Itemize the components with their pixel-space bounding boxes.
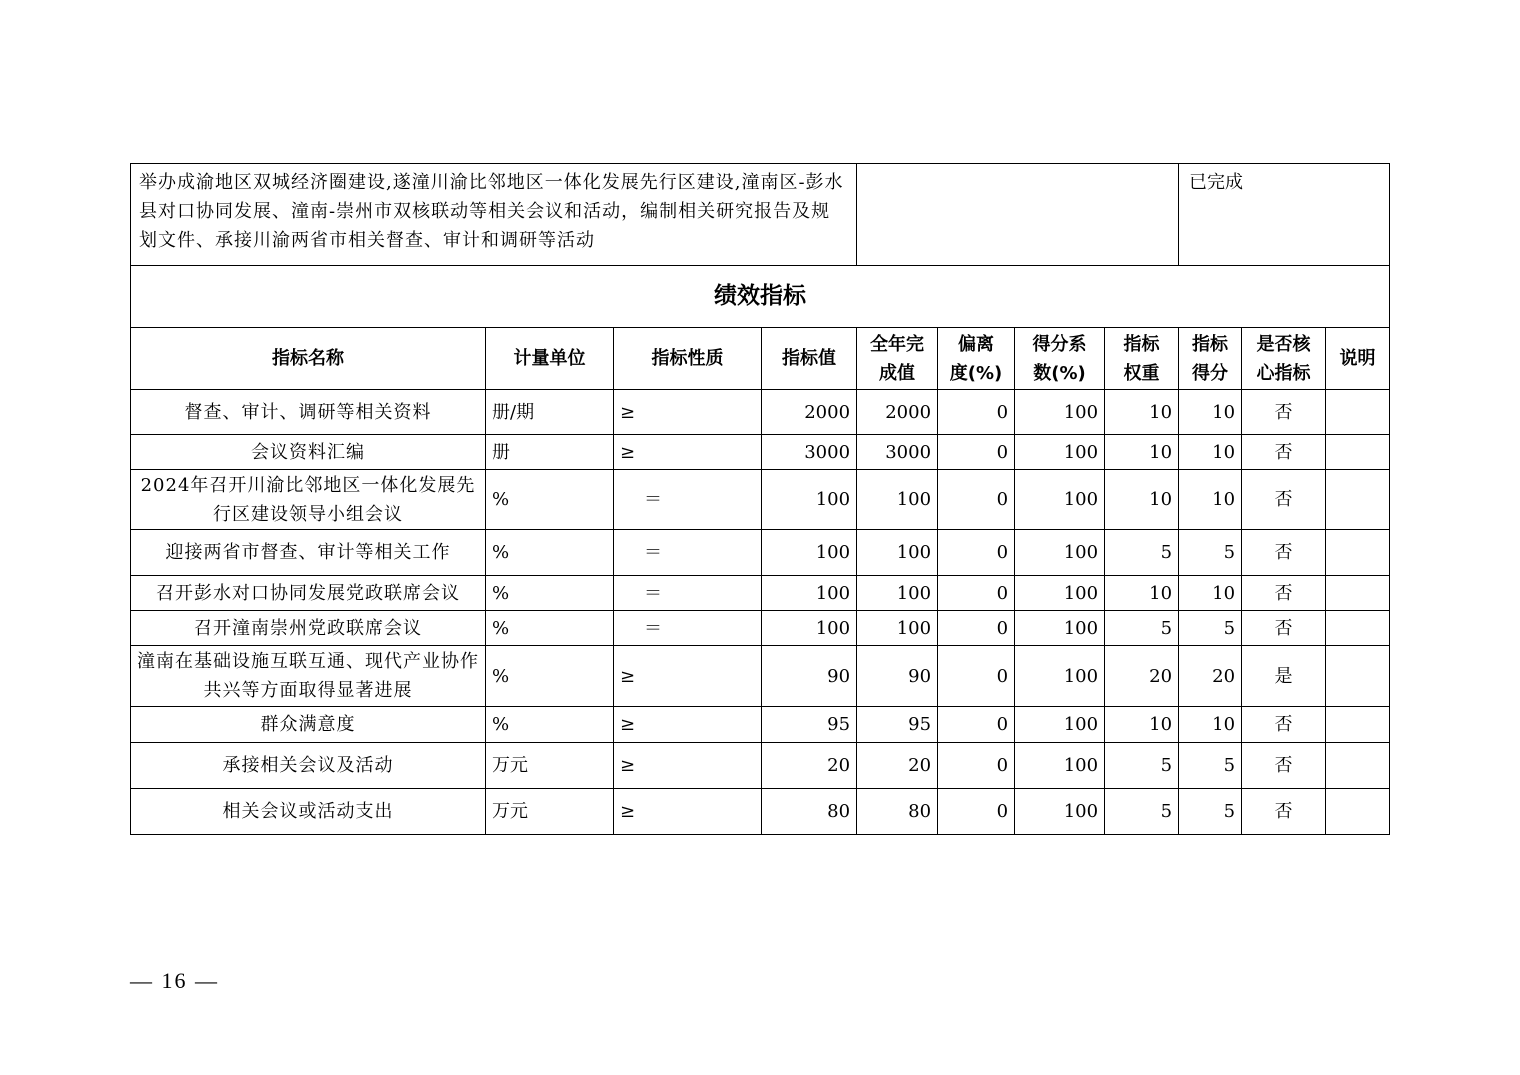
weight-cell: 5 bbox=[1105, 743, 1179, 789]
note-cell bbox=[1326, 470, 1390, 530]
header-coef-line1: 得分系 bbox=[1032, 333, 1087, 355]
deviation-cell: 0 bbox=[938, 707, 1015, 743]
actual-cell: 100 bbox=[857, 530, 938, 576]
header-coef bbox=[1015, 328, 1105, 390]
unit-cell: % bbox=[486, 530, 614, 576]
table-row bbox=[131, 743, 1390, 789]
header-deviation bbox=[938, 328, 1015, 390]
header-core-line2: 心指标 bbox=[1256, 362, 1311, 384]
actual-cell: 100 bbox=[857, 576, 938, 611]
weight-cell: 10 bbox=[1105, 435, 1179, 470]
header-actual-line1: 全年完 bbox=[870, 333, 925, 355]
indicator-name: 召开彭水对口协同发展党政联席会议 bbox=[131, 576, 486, 611]
indicator-name: 迎接两省市督查、审计等相关工作 bbox=[131, 530, 486, 576]
unit-cell: % bbox=[486, 576, 614, 611]
weight-cell: 10 bbox=[1105, 707, 1179, 743]
weight-cell: 20 bbox=[1105, 646, 1179, 707]
header-nature: 指标性质 bbox=[614, 328, 762, 390]
score-cell: 10 bbox=[1179, 576, 1242, 611]
core-cell: 否 bbox=[1242, 576, 1326, 611]
indicator-name: 2024年召开川渝比邻地区一体化发展先行区建设领导小组会议 bbox=[131, 470, 486, 530]
target-cell: 90 bbox=[762, 646, 857, 707]
table-row bbox=[131, 435, 1390, 470]
table-row bbox=[131, 646, 1390, 707]
header-actual-line2: 成值 bbox=[879, 362, 916, 384]
weight-cell: 5 bbox=[1105, 530, 1179, 576]
unit-cell: 册/期 bbox=[486, 390, 614, 435]
target-cell: 100 bbox=[762, 576, 857, 611]
unit-cell: % bbox=[486, 707, 614, 743]
core-cell: 否 bbox=[1242, 390, 1326, 435]
nature-cell: ≥ bbox=[614, 707, 762, 743]
nature-cell: ≥ bbox=[614, 390, 762, 435]
target-cell: 100 bbox=[762, 470, 857, 530]
table-row bbox=[131, 707, 1390, 743]
nature-cell: ≥ bbox=[614, 646, 762, 707]
table-row bbox=[131, 470, 1390, 530]
unit-cell: 万元 bbox=[486, 743, 614, 789]
coef-cell: 100 bbox=[1015, 789, 1105, 835]
table-row bbox=[131, 576, 1390, 611]
summary-row bbox=[131, 164, 1390, 266]
note-cell bbox=[1326, 390, 1390, 435]
core-cell: 否 bbox=[1242, 530, 1326, 576]
actual-cell: 20 bbox=[857, 743, 938, 789]
deviation-cell: 0 bbox=[938, 435, 1015, 470]
indicator-name: 承接相关会议及活动 bbox=[131, 743, 486, 789]
indicator-name: 相关会议或活动支出 bbox=[131, 789, 486, 835]
coef-cell: 100 bbox=[1015, 390, 1105, 435]
performance-table bbox=[130, 163, 1390, 835]
deviation-cell: 0 bbox=[938, 789, 1015, 835]
header-score-line2: 得分 bbox=[1192, 362, 1229, 384]
deviation-cell: 0 bbox=[938, 390, 1015, 435]
score-cell: 20 bbox=[1179, 646, 1242, 707]
indicator-name: 召开潼南崇州党政联席会议 bbox=[131, 611, 486, 646]
note-cell bbox=[1326, 611, 1390, 646]
actual-cell: 100 bbox=[857, 611, 938, 646]
target-cell: 100 bbox=[762, 530, 857, 576]
weight-cell: 5 bbox=[1105, 611, 1179, 646]
target-cell: 20 bbox=[762, 743, 857, 789]
table-row bbox=[131, 390, 1390, 435]
core-cell: 否 bbox=[1242, 789, 1326, 835]
indicator-name: 会议资料汇编 bbox=[131, 435, 486, 470]
nature-cell: ≥ bbox=[614, 789, 762, 835]
header-score bbox=[1179, 328, 1242, 390]
table-row bbox=[131, 611, 1390, 646]
header-row bbox=[131, 328, 1390, 390]
score-cell: 10 bbox=[1179, 390, 1242, 435]
actual-cell: 100 bbox=[857, 470, 938, 530]
header-target: 指标值 bbox=[762, 328, 857, 390]
unit-cell: 万元 bbox=[486, 789, 614, 835]
nature-cell: ＝ bbox=[614, 576, 762, 611]
score-cell: 5 bbox=[1179, 611, 1242, 646]
core-cell: 否 bbox=[1242, 611, 1326, 646]
section-title-row bbox=[131, 266, 1390, 328]
coef-cell: 100 bbox=[1015, 646, 1105, 707]
actual-cell: 80 bbox=[857, 789, 938, 835]
deviation-cell: 0 bbox=[938, 530, 1015, 576]
weight-cell: 10 bbox=[1105, 390, 1179, 435]
nature-cell: ≥ bbox=[614, 743, 762, 789]
indicator-name: 潼南在基础设施互联互通、现代产业协作共兴等方面取得显著进展 bbox=[131, 646, 486, 707]
header-coef-line2: 数(%) bbox=[1033, 362, 1086, 384]
coef-cell: 100 bbox=[1015, 576, 1105, 611]
core-cell: 否 bbox=[1242, 707, 1326, 743]
actual-cell: 2000 bbox=[857, 390, 938, 435]
deviation-cell: 0 bbox=[938, 611, 1015, 646]
note-cell bbox=[1326, 576, 1390, 611]
core-cell: 是 bbox=[1242, 646, 1326, 707]
table-row bbox=[131, 530, 1390, 576]
score-cell: 10 bbox=[1179, 435, 1242, 470]
task-description: 举办成渝地区双城经济圈建设,遂潼川渝比邻地区一体化发展先行区建设,潼南区-彭水县对口协同发展、潼南-崇州市双核联动等相关会议和活动，编制相关研究报告及规划文件、承接川渝两省市相关督查、审计和调研等活动 bbox=[131, 164, 857, 266]
score-cell: 5 bbox=[1179, 743, 1242, 789]
core-cell: 否 bbox=[1242, 470, 1326, 530]
core-cell: 否 bbox=[1242, 435, 1326, 470]
coef-cell: 100 bbox=[1015, 743, 1105, 789]
note-cell bbox=[1326, 707, 1390, 743]
header-weight-line1: 指标 bbox=[1123, 333, 1160, 355]
header-core bbox=[1242, 328, 1326, 390]
score-cell: 5 bbox=[1179, 530, 1242, 576]
empty-cell bbox=[857, 164, 1179, 266]
nature-cell: ≥ bbox=[614, 435, 762, 470]
deviation-cell: 0 bbox=[938, 576, 1015, 611]
note-cell bbox=[1326, 435, 1390, 470]
completion-status: 已完成 bbox=[1179, 164, 1390, 266]
target-cell: 3000 bbox=[762, 435, 857, 470]
table-row bbox=[131, 789, 1390, 835]
header-weight bbox=[1105, 328, 1179, 390]
target-cell: 2000 bbox=[762, 390, 857, 435]
unit-cell: 册 bbox=[486, 435, 614, 470]
page-number: — 16 — bbox=[130, 968, 219, 993]
coef-cell: 100 bbox=[1015, 707, 1105, 743]
nature-cell: ＝ bbox=[614, 470, 762, 530]
deviation-cell: 0 bbox=[938, 743, 1015, 789]
header-weight-line2: 权重 bbox=[1123, 362, 1160, 384]
coef-cell: 100 bbox=[1015, 611, 1105, 646]
score-cell: 10 bbox=[1179, 707, 1242, 743]
score-cell: 10 bbox=[1179, 470, 1242, 530]
deviation-cell: 0 bbox=[938, 470, 1015, 530]
weight-cell: 10 bbox=[1105, 576, 1179, 611]
unit-cell: % bbox=[486, 611, 614, 646]
weight-cell: 10 bbox=[1105, 470, 1179, 530]
note-cell bbox=[1326, 789, 1390, 835]
coef-cell: 100 bbox=[1015, 470, 1105, 530]
note-cell bbox=[1326, 530, 1390, 576]
actual-cell: 95 bbox=[857, 707, 938, 743]
header-deviation-line2: 度(%) bbox=[949, 362, 1003, 384]
header-actual bbox=[857, 328, 938, 390]
indicator-name: 群众满意度 bbox=[131, 707, 486, 743]
core-cell: 否 bbox=[1242, 743, 1326, 789]
score-cell: 5 bbox=[1179, 789, 1242, 835]
header-unit: 计量单位 bbox=[486, 328, 614, 390]
deviation-cell: 0 bbox=[938, 646, 1015, 707]
coef-cell: 100 bbox=[1015, 530, 1105, 576]
nature-cell: ＝ bbox=[614, 530, 762, 576]
note-cell bbox=[1326, 743, 1390, 789]
target-cell: 100 bbox=[762, 611, 857, 646]
header-core-line1: 是否核 bbox=[1256, 333, 1311, 355]
header-deviation-line1: 偏离 bbox=[958, 333, 995, 355]
unit-cell: % bbox=[486, 646, 614, 707]
unit-cell: % bbox=[486, 470, 614, 530]
header-note: 说明 bbox=[1326, 328, 1390, 390]
header-name: 指标名称 bbox=[131, 328, 486, 390]
target-cell: 95 bbox=[762, 707, 857, 743]
indicator-name: 督查、审计、调研等相关资料 bbox=[131, 390, 486, 435]
actual-cell: 3000 bbox=[857, 435, 938, 470]
weight-cell: 5 bbox=[1105, 789, 1179, 835]
note-cell bbox=[1326, 646, 1390, 707]
nature-cell: ＝ bbox=[614, 611, 762, 646]
header-score-line1: 指标 bbox=[1192, 333, 1229, 355]
coef-cell: 100 bbox=[1015, 435, 1105, 470]
target-cell: 80 bbox=[762, 789, 857, 835]
actual-cell: 90 bbox=[857, 646, 938, 707]
section-title: 绩效指标 bbox=[131, 266, 1390, 328]
